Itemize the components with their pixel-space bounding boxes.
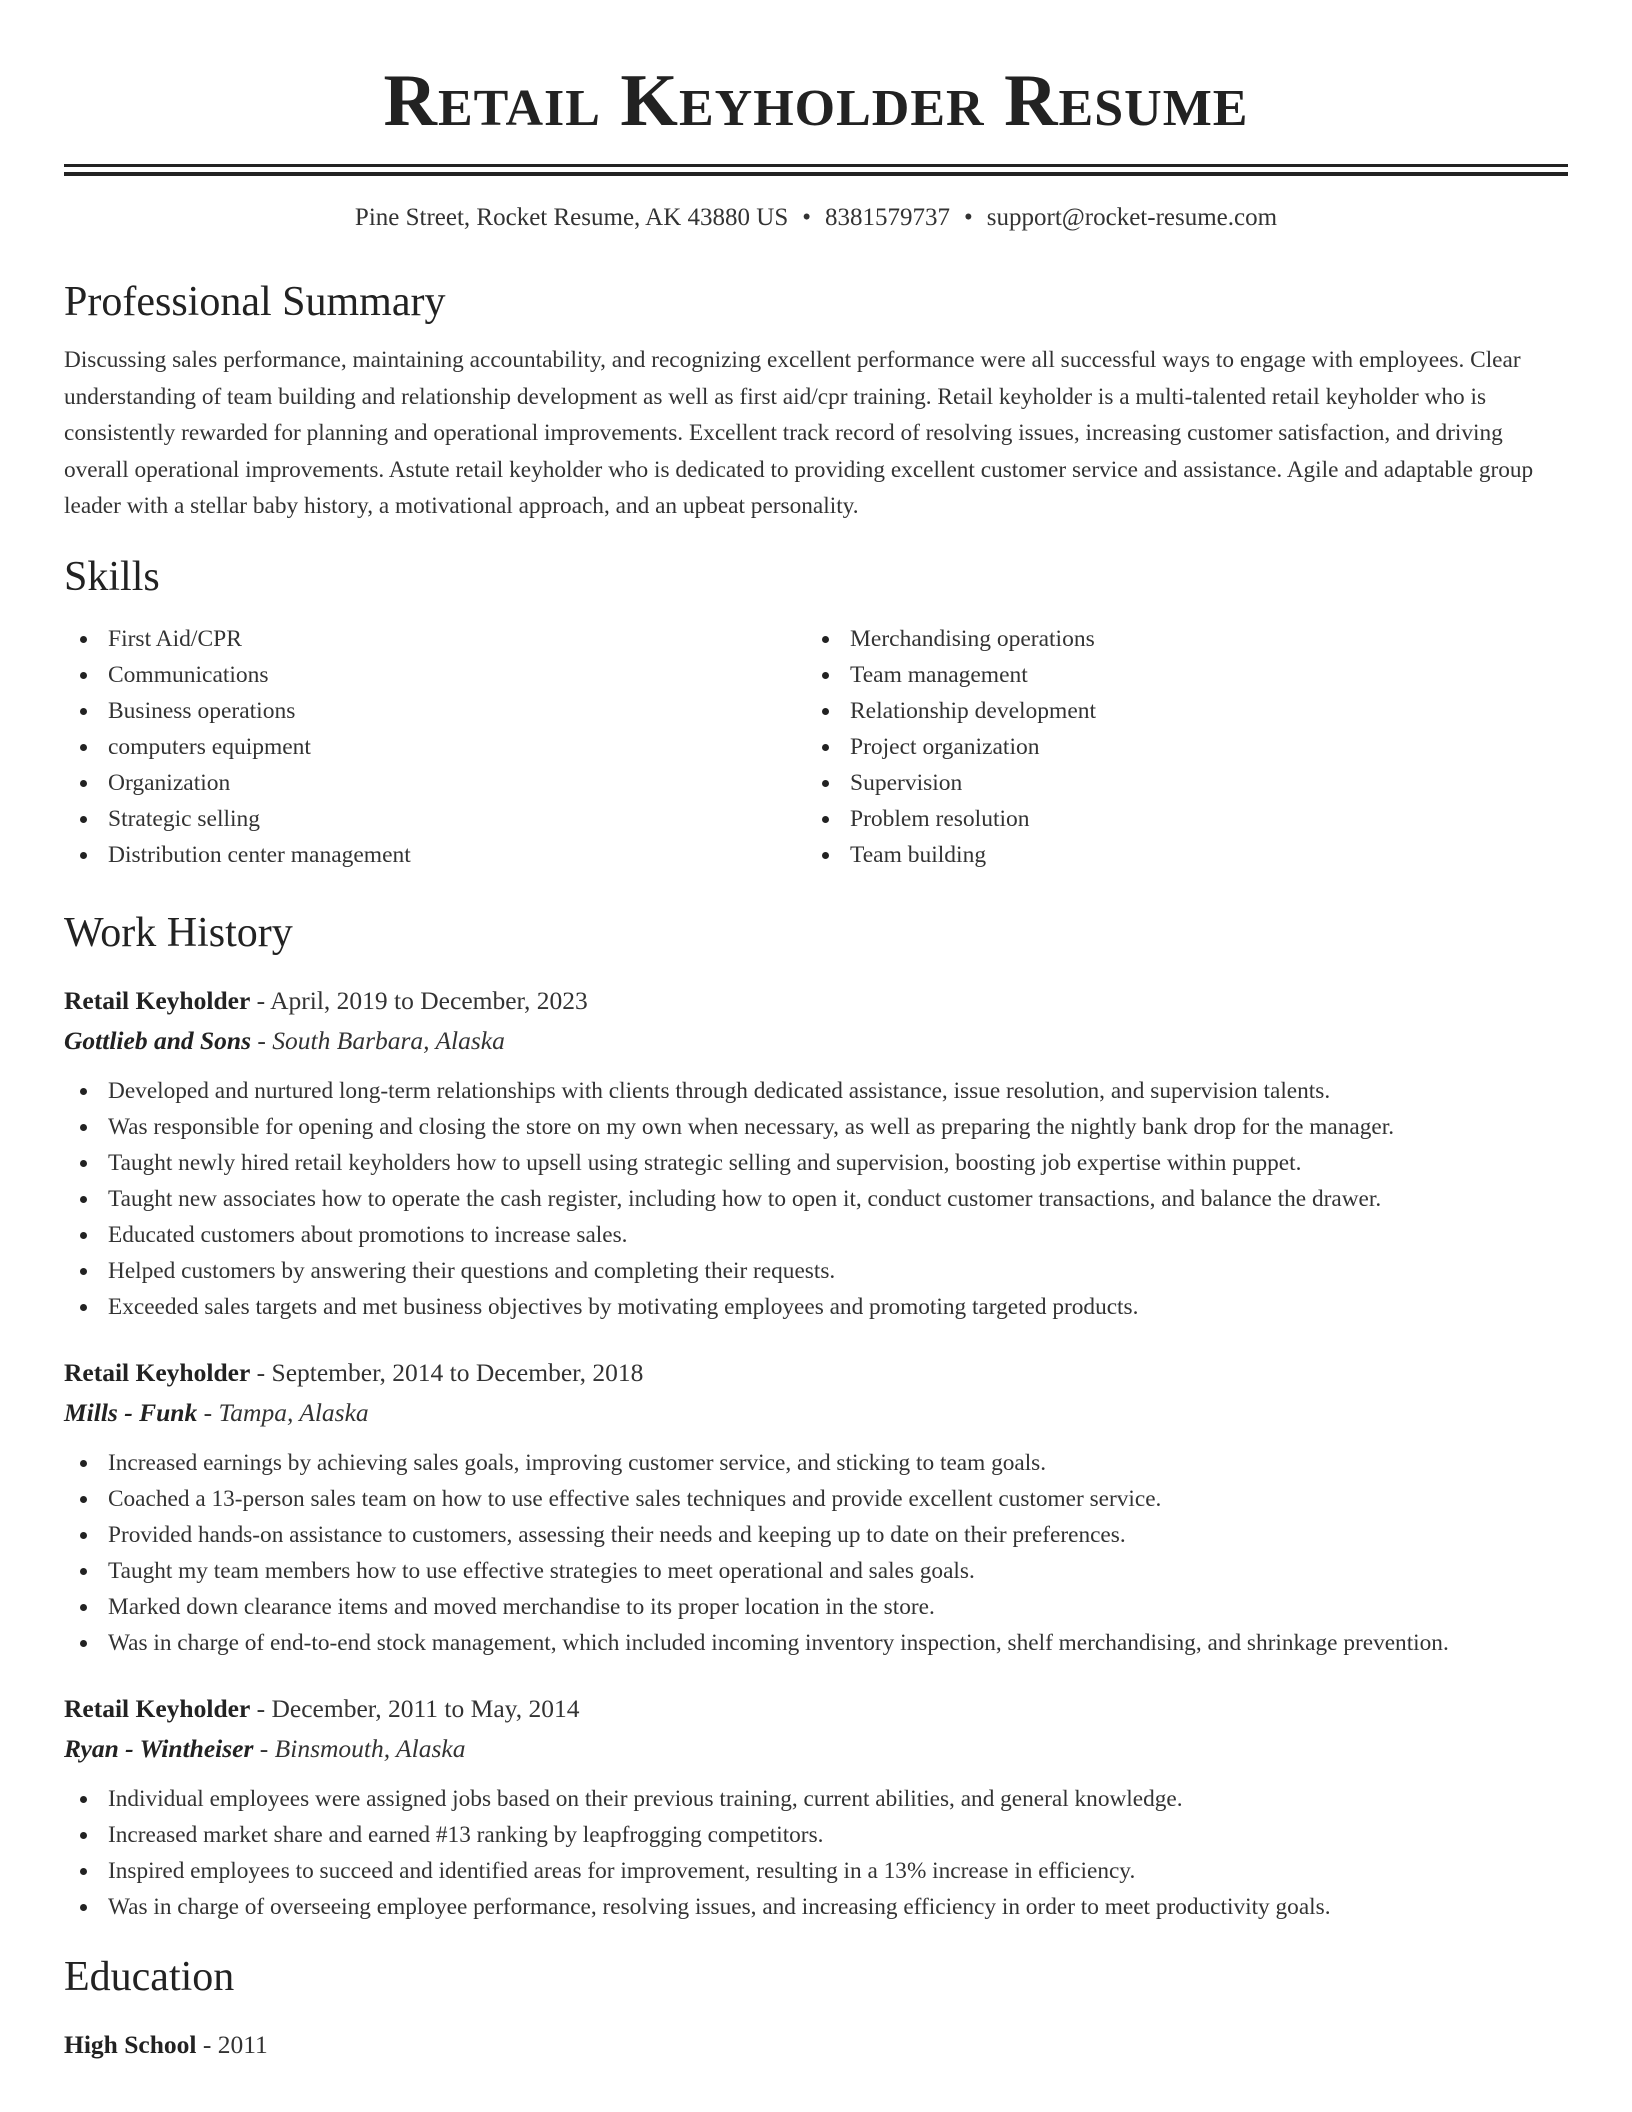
job-entry <box>64 1691 1568 1925</box>
skill-item: Team building <box>806 837 1548 873</box>
skills-grid <box>64 621 1568 873</box>
skill-item: Business operations <box>64 693 806 729</box>
contact-line <box>64 202 1568 234</box>
skills-heading: Skills <box>64 553 160 600</box>
skill-item: Problem resolution <box>806 801 1548 837</box>
job-duty: Taught newly hired retail keyholders how to upsell using strategic selling and supervision, boosting job expertise within puppet. <box>64 1145 1568 1181</box>
skills-column-right <box>806 621 1548 873</box>
job-entry <box>64 983 1568 1325</box>
job-duty: Was in charge of end-to-end stock management, which included incoming inventory inspection, shelf merchandising, and shrinkage prevention. <box>64 1625 1568 1661</box>
job-company: Gottlieb and Sons <box>64 1025 252 1055</box>
job-title: Retail Keyholder <box>64 1693 251 1723</box>
resume-page <box>64 0 1568 2063</box>
skill-item: Project organization <box>806 729 1548 765</box>
contact-email: support@rocket-resume.com <box>986 204 1278 231</box>
education-entry <box>64 2027 1568 2063</box>
job-dates: - April, 2019 to December, 2023 <box>250 985 588 1015</box>
skill-item: Supervision <box>806 765 1548 801</box>
job-duties-list <box>64 1073 1568 1325</box>
job-entry <box>64 1355 1568 1661</box>
job-title: Retail Keyholder <box>64 1357 251 1387</box>
job-title-line <box>64 983 1568 1019</box>
skill-item: Relationship development <box>806 693 1548 729</box>
job-duty: Marked down clearance items and moved merchandise to its proper location in the store. <box>64 1589 1568 1625</box>
job-location: - South Barbara, Alaska <box>251 1025 505 1055</box>
job-duties-list <box>64 1781 1568 1925</box>
contact-address: Pine Street, Rocket Resume, AK 43880 US <box>354 204 789 231</box>
work-history-heading: Work History <box>64 909 293 956</box>
skills-column-left <box>64 621 806 873</box>
job-dates: - December, 2011 to May, 2014 <box>250 1693 580 1723</box>
job-title-line <box>64 1355 1568 1391</box>
job-duty: Increased market share and earned #13 ranking by leapfrogging competitors. <box>64 1817 1568 1853</box>
job-duty: Individual employees were assigned jobs based on their previous training, current abilities, and general knowledge. <box>64 1781 1568 1817</box>
job-duty: Coached a 13-person sales team on how to use effective sales techniques and provide excellent customer service. <box>64 1481 1568 1517</box>
job-company-line <box>64 1731 1568 1767</box>
job-duty: Was in charge of overseeing employee performance, resolving issues, and increasing efficiency in order to meet productivity goals. <box>64 1889 1568 1925</box>
skill-item: Team management <box>806 657 1548 693</box>
skill-item: Communications <box>64 657 806 693</box>
contact-separator: • <box>802 204 811 231</box>
skill-item: First Aid/CPR <box>64 621 806 657</box>
job-duty: Inspired employees to succeed and identified areas for improvement, resulting in a 13% increase in efficiency. <box>64 1853 1568 1889</box>
skill-item: computers equipment <box>64 729 806 765</box>
education-year: - 2011 <box>196 2029 268 2059</box>
job-duty: Taught new associates how to operate the cash register, including how to open it, conduct customer transactions, and balance the drawer. <box>64 1181 1568 1217</box>
job-duty: Exceeded sales targets and met business objectives by motivating employees and promoting targeted products. <box>64 1289 1568 1325</box>
summary-text: Discussing sales performance, maintaining accountability, and recognizing excellent performance were all successful ways to engage with employees. Clear understanding of team building and relationship development as well as first aid/cpr training. Retail keyholder is a multi-talented retail keyholder who is consistently rewarded for planning and operational improvements. Excellent track record of resolving issues, increasing customer satisfaction, and driving overall operational improvements. Astute retail keyholder who is dedicated to providing excellent customer service and assistance. Agile and adaptable group leader with a stellar baby history, a motivational approach, and an upbeat personality. <box>64 347 1534 519</box>
job-duty: Developed and nurtured long-term relationships with clients through dedicated assistance, issue resolution, and supervision talents. <box>64 1073 1568 1109</box>
job-duty: Taught my team members how to use effective strategies to meet operational and sales goals. <box>64 1553 1568 1589</box>
title-double-rule <box>64 164 1568 176</box>
contact-separator: • <box>964 204 973 231</box>
job-duty: Was responsible for opening and closing the store on my own when necessary, as well as preparing the nightly bank drop for the manager. <box>64 1109 1568 1145</box>
summary-heading: Professional Summary <box>64 279 446 325</box>
job-duty: Educated customers about promotions to increase sales. <box>64 1217 1568 1253</box>
skill-item: Merchandising operations <box>806 621 1548 657</box>
skill-item: Distribution center management <box>64 837 806 873</box>
job-company: Ryan - Wintheiser <box>64 1733 254 1763</box>
education-degree: High School <box>64 2029 197 2059</box>
job-company: Mills - Funk <box>64 1397 198 1427</box>
job-duty: Provided hands-on assistance to customers, assessing their needs and keeping up to date on their preferences. <box>64 1517 1568 1553</box>
job-location: - Binsmouth, Alaska <box>253 1733 466 1763</box>
job-company-line <box>64 1023 1568 1059</box>
resume-title: Retail Keyholder Resume <box>383 60 1249 142</box>
education-heading: Education <box>64 1953 235 2000</box>
contact-phone: 8381579737 <box>825 204 950 231</box>
skill-item: Organization <box>64 765 806 801</box>
job-company-line <box>64 1395 1568 1431</box>
job-dates: - September, 2014 to December, 2018 <box>250 1357 644 1387</box>
job-duty: Helped customers by answering their questions and completing their requests. <box>64 1253 1568 1289</box>
job-title: Retail Keyholder <box>64 985 251 1015</box>
job-title-line <box>64 1691 1568 1727</box>
job-duty: Increased earnings by achieving sales goals, improving customer service, and sticking to team goals. <box>64 1445 1568 1481</box>
job-duties-list <box>64 1445 1568 1661</box>
job-location: - Tampa, Alaska <box>197 1397 369 1427</box>
skill-item: Strategic selling <box>64 801 806 837</box>
